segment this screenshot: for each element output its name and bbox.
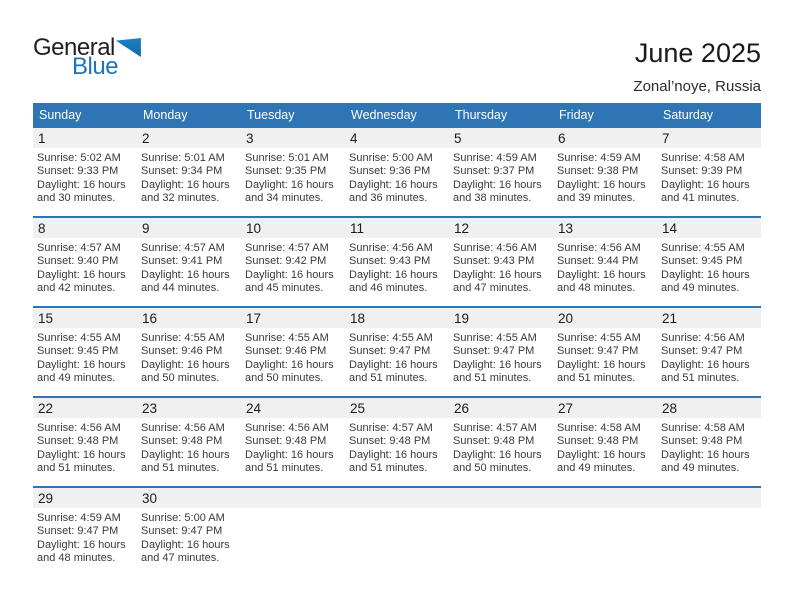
day-number: 27 [558,400,574,416]
sunrise-text: Sunrise: 4:55 AM [453,332,537,344]
daylight-hours-text: Daylight: 16 hours [245,268,334,281]
daylight-minutes-text: and 30 minutes. [37,192,116,205]
sunrise-text: Sunrise: 4:57 AM [37,242,121,254]
daylight-hours-text: Daylight: 16 hours [37,178,126,191]
daylight-minutes-text: and 49 minutes. [661,282,740,295]
sunset-text: Sunset: 9:48 PM [245,435,327,448]
sunset-text: Sunset: 9:48 PM [37,435,119,448]
sunset-text: Sunset: 9:42 PM [245,255,327,268]
day-cell [241,150,345,206]
daylight-hours-text: Daylight: 16 hours [141,268,230,281]
daylight-minutes-text: and 49 minutes. [661,462,740,475]
daylight-hours-text: Daylight: 16 hours [453,448,542,461]
daylight-minutes-text: and 50 minutes. [453,462,532,475]
day-cell [137,150,241,206]
sunrise-text: Sunrise: 4:59 AM [557,152,641,164]
daylight-hours-text: Daylight: 16 hours [245,178,334,191]
sunrise-text: Sunrise: 4:55 AM [245,332,329,344]
day-number-band [33,308,761,328]
sunset-text: Sunset: 9:48 PM [141,435,223,448]
daylight-minutes-text: and 49 minutes. [37,372,116,385]
sunrise-text: Sunrise: 4:57 AM [453,422,537,434]
daylight-minutes-text: and 47 minutes. [453,282,532,295]
daylight-hours-text: Daylight: 16 hours [141,178,230,191]
sunset-text: Sunset: 9:46 PM [245,345,327,358]
day-number-band [33,128,761,148]
day-cell [657,150,761,206]
daylight-minutes-text: and 48 minutes. [557,282,636,295]
sunset-text: Sunset: 9:41 PM [141,255,223,268]
sunset-text: Sunset: 9:43 PM [453,255,535,268]
daylight-minutes-text: and 44 minutes. [141,282,220,295]
daylight-minutes-text: and 42 minutes. [37,282,116,295]
day-number: 12 [454,220,470,236]
sunrise-text: Sunrise: 4:56 AM [245,422,329,434]
daylight-minutes-text: and 51 minutes. [349,372,428,385]
sunset-text: Sunset: 9:48 PM [453,435,535,448]
day-cell [137,420,241,476]
day-cell [553,150,657,206]
sunrise-text: Sunrise: 4:55 AM [37,332,121,344]
day-cell [449,420,553,476]
empty-day-cell [553,510,657,566]
day-number: 1 [38,130,46,146]
sunset-text: Sunset: 9:37 PM [453,165,535,178]
daylight-hours-text: Daylight: 16 hours [557,268,646,281]
daylight-minutes-text: and 51 minutes. [661,372,740,385]
week-row [33,216,761,306]
day-cell [345,150,449,206]
sunrise-text: Sunrise: 4:58 AM [557,422,641,434]
sunset-text: Sunset: 9:38 PM [557,165,639,178]
sunrise-text: Sunrise: 4:56 AM [37,422,121,434]
daylight-minutes-text: and 48 minutes. [37,552,116,565]
day-cell [553,240,657,296]
day-cell [449,150,553,206]
day-number: 15 [38,310,54,326]
weekday-tuesday: Tuesday [247,107,295,122]
calendar-weeks [33,126,761,576]
empty-day-cell [241,510,345,566]
day-number: 18 [350,310,366,326]
daylight-hours-text: Daylight: 16 hours [141,358,230,371]
sunrise-text: Sunrise: 4:58 AM [661,152,745,164]
day-details-row [33,150,761,206]
sunset-text: Sunset: 9:39 PM [661,165,743,178]
sunrise-text: Sunrise: 5:00 AM [349,152,433,164]
daylight-hours-text: Daylight: 16 hours [453,268,542,281]
logo-text-blue: Blue [72,53,119,80]
daylight-hours-text: Daylight: 16 hours [349,358,438,371]
sunset-text: Sunset: 9:44 PM [557,255,639,268]
day-number: 20 [558,310,574,326]
daylight-minutes-text: and 51 minutes. [245,462,324,475]
daylight-minutes-text: and 45 minutes. [245,282,324,295]
logo-text-general: General [33,34,115,61]
day-number: 25 [350,400,366,416]
empty-day-cell [657,510,761,566]
daylight-hours-text: Daylight: 16 hours [453,358,542,371]
daylight-minutes-text: and 47 minutes. [141,552,220,565]
daylight-minutes-text: and 46 minutes. [349,282,428,295]
calendar-table [33,103,761,576]
sunrise-text: Sunrise: 5:00 AM [141,512,225,524]
daylight-hours-text: Daylight: 16 hours [453,178,542,191]
daylight-minutes-text: and 32 minutes. [141,192,220,205]
daylight-hours-text: Daylight: 16 hours [37,358,126,371]
sunset-text: Sunset: 9:45 PM [37,345,119,358]
sunset-text: Sunset: 9:36 PM [349,165,431,178]
daylight-minutes-text: and 49 minutes. [557,462,636,475]
day-number: 16 [142,310,158,326]
weekday-friday: Friday [559,107,594,122]
day-number: 21 [662,310,678,326]
day-cell [657,420,761,476]
empty-day-cell [345,510,449,566]
sunrise-text: Sunrise: 4:57 AM [141,242,225,254]
day-number: 11 [350,220,365,236]
day-number: 5 [454,130,462,146]
day-cell [33,240,137,296]
day-cell [553,420,657,476]
day-cell [33,510,137,566]
day-number: 4 [350,130,358,146]
sunrise-text: Sunrise: 4:56 AM [141,422,225,434]
sunrise-text: Sunrise: 4:56 AM [349,242,433,254]
day-number: 6 [558,130,566,146]
day-cell [33,150,137,206]
day-number: 28 [662,400,678,416]
daylight-hours-text: Daylight: 16 hours [661,268,750,281]
day-number: 24 [246,400,262,416]
sunset-text: Sunset: 9:46 PM [141,345,223,358]
week-row [33,486,761,576]
daylight-hours-text: Daylight: 16 hours [37,448,126,461]
daylight-minutes-text: and 41 minutes. [661,192,740,205]
sunset-text: Sunset: 9:47 PM [453,345,535,358]
sunrise-text: Sunrise: 5:01 AM [245,152,329,164]
day-cell [345,240,449,296]
day-number: 10 [246,220,262,236]
day-number: 30 [142,490,158,506]
daylight-minutes-text: and 51 minutes. [37,462,116,475]
sunrise-text: Sunrise: 4:55 AM [141,332,225,344]
sunrise-text: Sunrise: 5:01 AM [141,152,225,164]
sunrise-text: Sunrise: 4:59 AM [453,152,537,164]
title-block [633,38,761,95]
day-cell [33,330,137,386]
day-number: 29 [38,490,54,506]
day-number-band [33,218,761,238]
daylight-hours-text: Daylight: 16 hours [349,178,438,191]
sunset-text: Sunset: 9:33 PM [37,165,119,178]
day-cell [553,330,657,386]
month-title: June 2025 [634,38,761,68]
daylight-hours-text: Daylight: 16 hours [245,358,334,371]
day-cell [137,240,241,296]
day-number-band [33,488,761,508]
day-details-row [33,510,761,566]
sunrise-text: Sunrise: 4:56 AM [661,332,745,344]
daylight-minutes-text: and 34 minutes. [245,192,324,205]
daylight-hours-text: Daylight: 16 hours [661,358,750,371]
sunrise-text: Sunrise: 4:59 AM [37,512,121,524]
week-row [33,306,761,396]
daylight-hours-text: Daylight: 16 hours [557,448,646,461]
daylight-minutes-text: and 36 minutes. [349,192,428,205]
daylight-hours-text: Daylight: 16 hours [37,538,126,551]
sunrise-text: Sunrise: 4:55 AM [661,242,745,254]
location-subtitle: Zonal’noye, Russia [633,78,761,95]
sunset-text: Sunset: 9:35 PM [245,165,327,178]
week-row [33,126,761,216]
daylight-hours-text: Daylight: 16 hours [37,268,126,281]
sunset-text: Sunset: 9:34 PM [141,165,223,178]
day-cell [449,240,553,296]
sunrise-text: Sunrise: 4:55 AM [349,332,433,344]
daylight-hours-text: Daylight: 16 hours [557,178,646,191]
day-number: 8 [38,220,46,236]
day-cell [345,330,449,386]
daylight-hours-text: Daylight: 16 hours [245,448,334,461]
day-cell [137,510,241,566]
weekday-monday: Monday [143,107,188,122]
sunset-text: Sunset: 9:47 PM [661,345,743,358]
sunset-text: Sunset: 9:47 PM [557,345,639,358]
day-cell [241,240,345,296]
day-number: 22 [38,400,54,416]
daylight-minutes-text: and 50 minutes. [141,372,220,385]
weekday-wednesday: Wednesday [351,107,417,122]
day-cell [449,330,553,386]
day-number: 2 [142,130,150,146]
daylight-hours-text: Daylight: 16 hours [349,448,438,461]
day-number-band [33,398,761,418]
day-details-row [33,420,761,476]
weekday-header-row [33,103,761,126]
sunset-text: Sunset: 9:47 PM [37,525,119,538]
daylight-minutes-text: and 51 minutes. [453,372,532,385]
sunset-text: Sunset: 9:40 PM [37,255,119,268]
sunset-text: Sunset: 9:43 PM [349,255,431,268]
daylight-hours-text: Daylight: 16 hours [661,178,750,191]
day-number: 13 [558,220,574,236]
week-row [33,396,761,486]
day-number: 14 [662,220,678,236]
empty-day-cell [449,510,553,566]
daylight-hours-text: Daylight: 16 hours [349,268,438,281]
day-number: 26 [454,400,470,416]
daylight-hours-text: Daylight: 16 hours [661,448,750,461]
day-cell [657,240,761,296]
day-number: 23 [142,400,158,416]
weekday-saturday: Saturday [663,107,714,122]
sunset-text: Sunset: 9:48 PM [349,435,431,448]
sunrise-text: Sunrise: 4:57 AM [245,242,329,254]
sunrise-text: Sunrise: 5:02 AM [37,152,121,164]
day-cell [241,420,345,476]
daylight-minutes-text: and 51 minutes. [349,462,428,475]
weekday-thursday: Thursday [455,107,508,122]
sunset-text: Sunset: 9:45 PM [661,255,743,268]
sunset-text: Sunset: 9:47 PM [141,525,223,538]
sunset-text: Sunset: 9:48 PM [557,435,639,448]
sunrise-text: Sunrise: 4:56 AM [453,242,537,254]
day-number: 17 [246,310,262,326]
logo-triangle-icon [116,38,141,57]
day-details-row [33,240,761,296]
daylight-minutes-text: and 39 minutes. [557,192,636,205]
daylight-hours-text: Daylight: 16 hours [141,448,230,461]
day-cell [137,330,241,386]
sunrise-text: Sunrise: 4:57 AM [349,422,433,434]
sunrise-text: Sunrise: 4:55 AM [557,332,641,344]
daylight-minutes-text: and 38 minutes. [453,192,532,205]
day-number: 7 [662,130,670,146]
day-number: 9 [142,220,150,236]
day-cell [657,330,761,386]
daylight-minutes-text: and 50 minutes. [245,372,324,385]
day-cell [345,420,449,476]
day-cell [241,330,345,386]
general-blue-logo [33,36,141,79]
day-details-row [33,330,761,386]
daylight-minutes-text: and 51 minutes. [557,372,636,385]
sunrise-text: Sunrise: 4:56 AM [557,242,641,254]
daylight-hours-text: Daylight: 16 hours [557,358,646,371]
daylight-hours-text: Daylight: 16 hours [141,538,230,551]
sunset-text: Sunset: 9:47 PM [349,345,431,358]
daylight-minutes-text: and 51 minutes. [141,462,220,475]
weekday-sunday: Sunday [39,107,82,122]
day-number: 3 [246,130,254,146]
sunset-text: Sunset: 9:48 PM [661,435,743,448]
day-cell [33,420,137,476]
day-number: 19 [454,310,470,326]
sunrise-text: Sunrise: 4:58 AM [661,422,745,434]
